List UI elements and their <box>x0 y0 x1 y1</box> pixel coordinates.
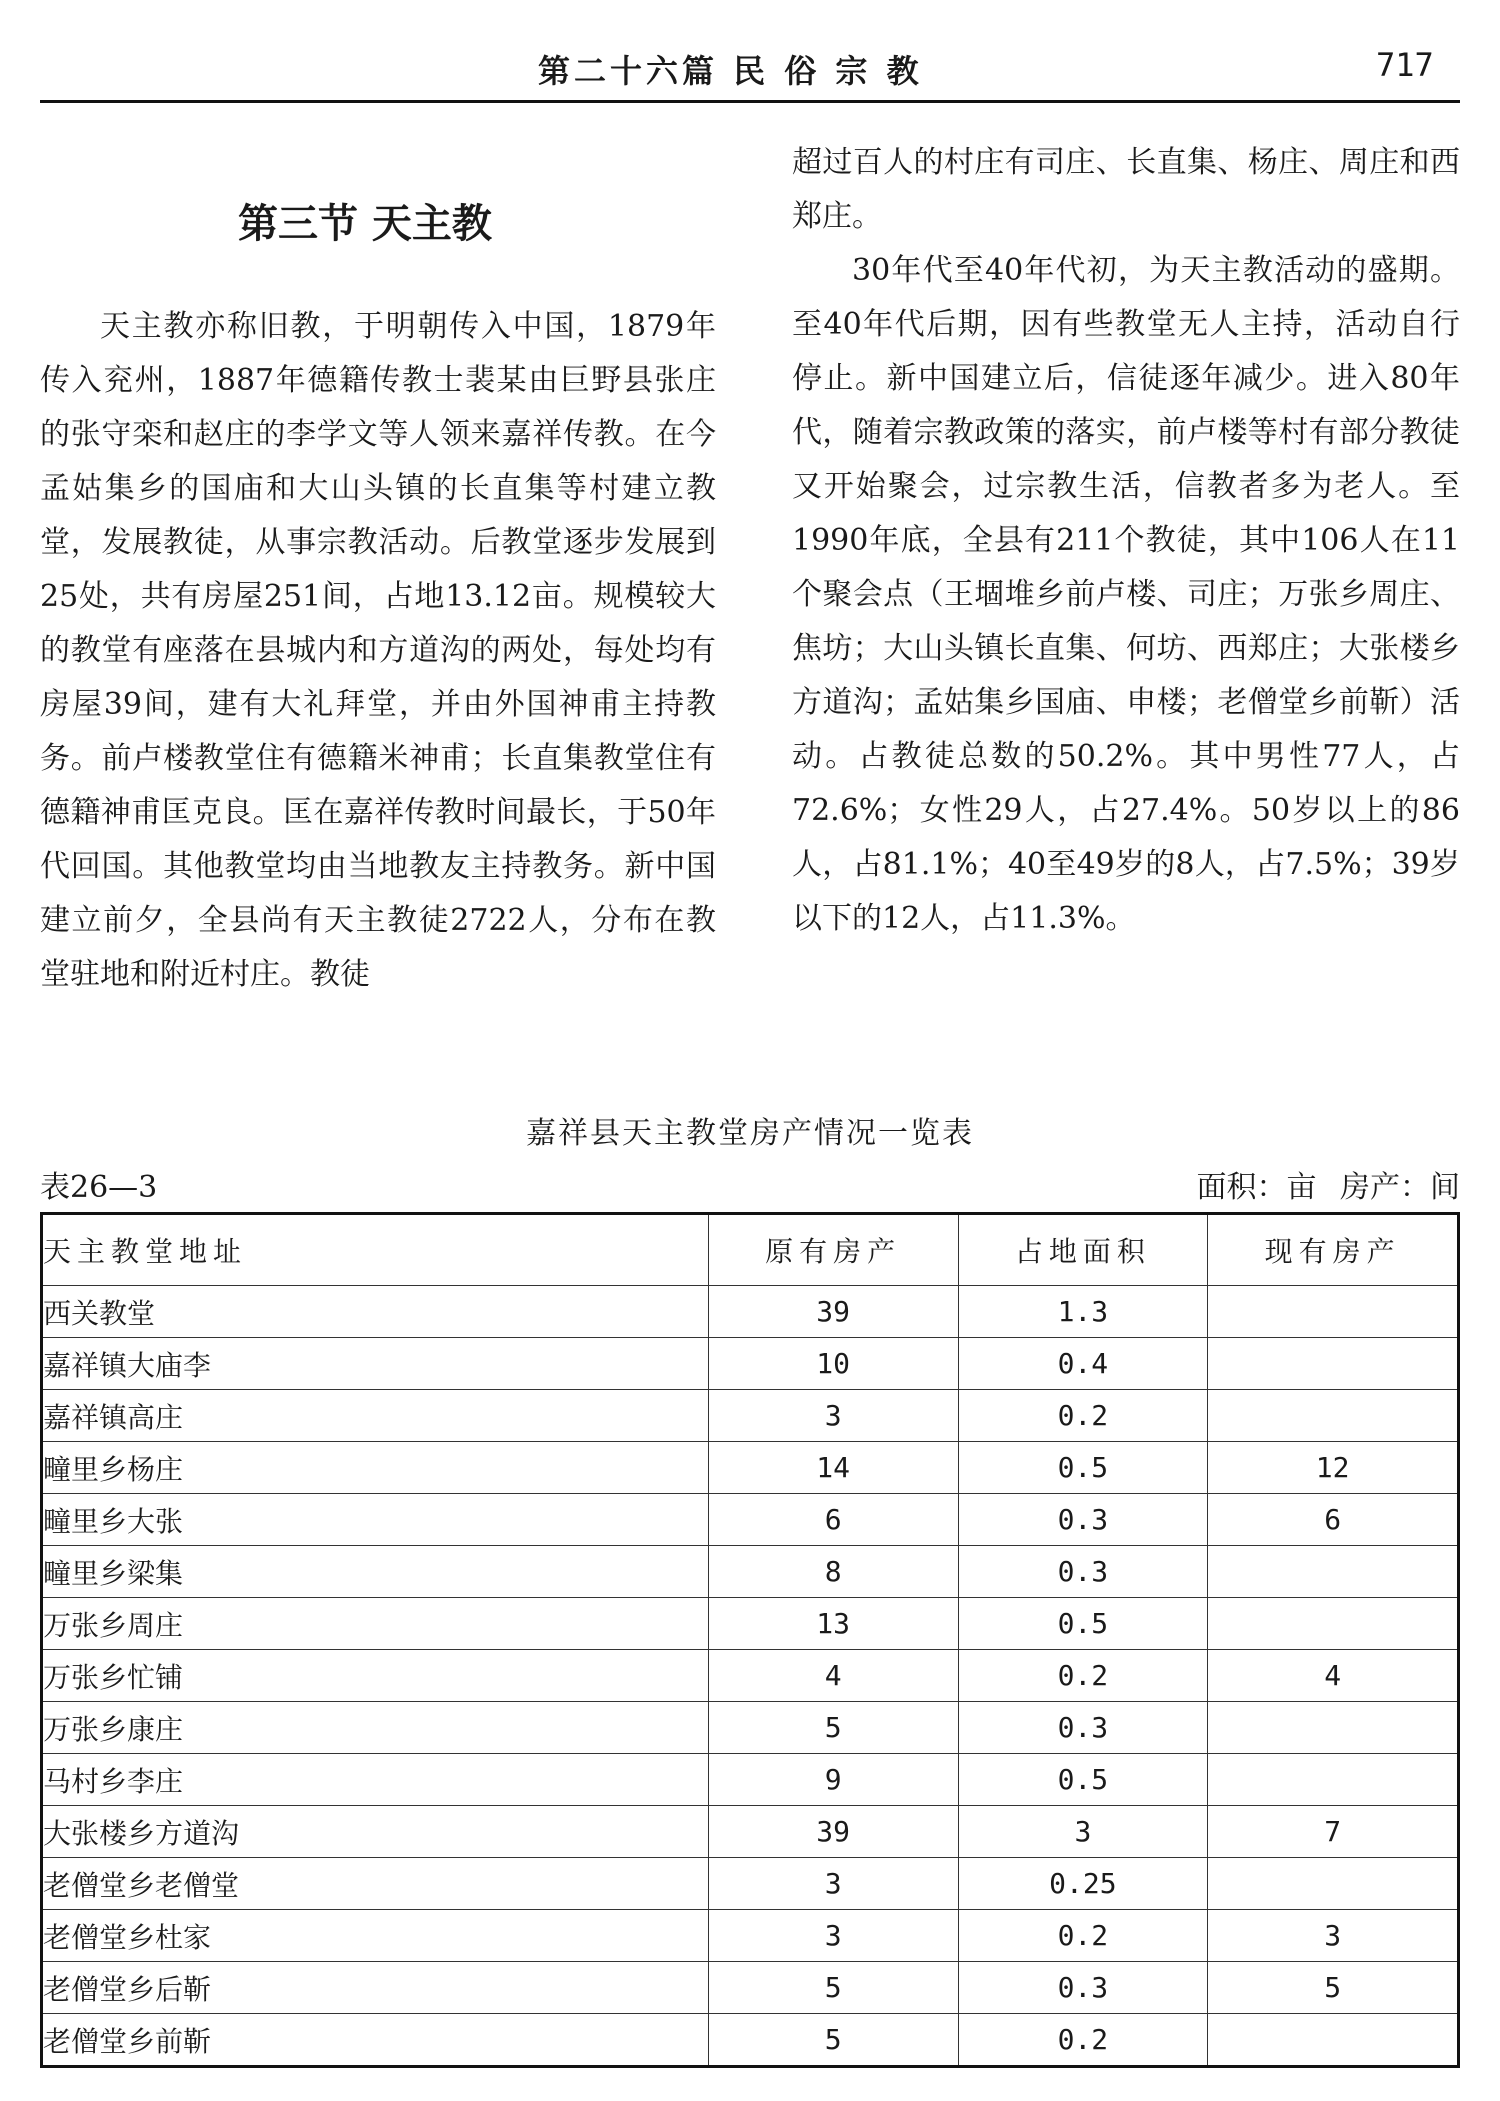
table-row <box>42 1858 1459 1910</box>
table-row <box>42 1962 1459 2014</box>
cell-current-property <box>1208 1546 1459 1598</box>
header-land-area: 占地面积 <box>958 1214 1208 1286</box>
cell-current-property: 5 <box>1208 1962 1459 2014</box>
table-body <box>42 1286 1459 2067</box>
cell-address: 西关教堂 <box>42 1286 709 1338</box>
table-row <box>42 1806 1459 1858</box>
cell-land-area: 0.2 <box>958 1390 1208 1442</box>
cell-current-property <box>1208 1598 1459 1650</box>
cell-original-property: 8 <box>708 1546 958 1598</box>
paragraph-activity: 30年代至40年代初，为天主教活动的盛期。至40年代后期，因有些教堂无人主持，活动自行停止。新中国建立后，信徒逐年减少。进入80年代，随着宗教政策的落实，前卢楼等村有部分教徒又开始聚会，过宗教生活，信教者多为老人。至1990年底，全县有211个教徒，其中106人在11个聚会点（王堌堆乡前卢楼、司庄；万张乡周庄、焦坊；大山头镇长直集、何坊、西郑庄；大张楼乡方道沟；孟姑集乡国庙、申楼；老僧堂乡前靳）活动。占教徒总数的50.2%。其中男性77人，占72.6%；女性29人，占27.4%。50岁以上的86人，占81.1%；40至49岁的8人，占7.5%；39岁以下的12人，占11.3%。 <box>792 253 1460 936</box>
section-title: 第三节 天主教 <box>238 201 492 247</box>
cell-land-area: 0.2 <box>958 1650 1208 1702</box>
cell-address: 疃里乡杨庄 <box>42 1442 709 1494</box>
cell-land-area: 0.3 <box>958 1546 1208 1598</box>
paragraph-continuation: 超过百人的村庄有司庄、长直集、杨庄、周庄和西郑庄。 <box>792 145 1460 234</box>
cell-address: 老僧堂乡前靳 <box>42 2014 709 2067</box>
cell-address: 疃里乡大张 <box>42 1494 709 1546</box>
cell-original-property: 9 <box>708 1754 958 1806</box>
header-original-property: 原有房产 <box>708 1214 958 1286</box>
page-number: 717 <box>1376 46 1434 84</box>
table-row <box>42 1338 1459 1390</box>
cell-land-area: 3 <box>958 1806 1208 1858</box>
table-title: 嘉祥县天主教堂房产情况一览表 <box>526 1116 974 1151</box>
cell-land-area: 0.3 <box>958 1702 1208 1754</box>
paragraph-history: 天主教亦称旧教，于明朝传入中国，1879年传入兖州，1887年德籍传教士裴某由巨野县张庄的张守栾和赵庄的李学文等人领来嘉祥传教。在今孟姑集乡的国庙和大山头镇的长直集等村建立教堂，发展教徒，从事宗教活动。后教堂逐步发展到25处，共有房屋251间，占地13.12亩。规模较大的教堂有座落在县城内和方道沟的两处，每处均有房屋39间，建有大礼拜堂，并由外国神甫主持教务。前卢楼教堂住有德籍米神甫；长直集教堂住有德籍神甫匡克良。匡在嘉祥传教时间最长，于50年代回国。其他教堂均由当地教友主持教务。新中国建立前夕，全县尚有天主教徒2722人，分布在教堂驻地和附近村庄。教徒 <box>40 309 716 992</box>
cell-original-property: 14 <box>708 1442 958 1494</box>
cell-original-property: 39 <box>708 1286 958 1338</box>
cell-address: 老僧堂乡杜家 <box>42 1910 709 1962</box>
cell-current-property: 6 <box>1208 1494 1459 1546</box>
cell-land-area: 0.5 <box>958 1754 1208 1806</box>
cell-current-property <box>1208 1390 1459 1442</box>
cell-original-property: 3 <box>708 1910 958 1962</box>
cell-original-property: 10 <box>708 1338 958 1390</box>
table-units: 面积：亩 房产：间 <box>1196 1170 1460 1205</box>
cell-land-area: 0.4 <box>958 1338 1208 1390</box>
cell-land-area: 0.3 <box>958 1962 1208 2014</box>
cell-original-property: 6 <box>708 1494 958 1546</box>
header-current-property: 现有房产 <box>1208 1214 1459 1286</box>
cell-current-property: 4 <box>1208 1650 1459 1702</box>
cell-current-property <box>1208 1754 1459 1806</box>
header-address: 天主教堂地址 <box>42 1214 709 1286</box>
cell-original-property: 4 <box>708 1650 958 1702</box>
table-row <box>42 1754 1459 1806</box>
cell-current-property <box>1208 1858 1459 1910</box>
cell-address: 嘉祥镇高庄 <box>42 1390 709 1442</box>
cell-address: 疃里乡梁集 <box>42 1546 709 1598</box>
table-header-row <box>42 1214 1459 1286</box>
table-row <box>42 2014 1459 2067</box>
cell-original-property: 5 <box>708 1702 958 1754</box>
table-row <box>42 1494 1459 1546</box>
cell-land-area: 0.5 <box>958 1442 1208 1494</box>
table-number: 表26—3 <box>40 1170 158 1205</box>
cell-original-property: 3 <box>708 1858 958 1910</box>
cell-current-property <box>1208 2014 1459 2067</box>
cell-current-property: 3 <box>1208 1910 1459 1962</box>
table-row <box>42 1546 1459 1598</box>
cell-address: 大张楼乡方道沟 <box>42 1806 709 1858</box>
table-row <box>42 1598 1459 1650</box>
cell-current-property: 12 <box>1208 1442 1459 1494</box>
cell-land-area: 1.3 <box>958 1286 1208 1338</box>
cell-land-area: 0.2 <box>958 2014 1208 2067</box>
table-row <box>42 1910 1459 1962</box>
cell-land-area: 0.25 <box>958 1858 1208 1910</box>
cell-current-property <box>1208 1702 1459 1754</box>
table-row <box>42 1702 1459 1754</box>
cell-address: 马村乡李庄 <box>42 1754 709 1806</box>
cell-address: 万张乡忙铺 <box>42 1650 709 1702</box>
cell-original-property: 13 <box>708 1598 958 1650</box>
table-row <box>42 1442 1459 1494</box>
cell-original-property: 5 <box>708 1962 958 2014</box>
cell-original-property: 39 <box>708 1806 958 1858</box>
cell-address: 老僧堂乡后靳 <box>42 1962 709 2014</box>
header-title: 第二十六篇 民 俗 宗 教 <box>538 52 923 90</box>
cell-current-property: 7 <box>1208 1806 1459 1858</box>
table-row <box>42 1286 1459 1338</box>
right-column <box>792 136 1460 946</box>
cell-address: 万张乡康庄 <box>42 1702 709 1754</box>
cell-address: 嘉祥镇大庙李 <box>42 1338 709 1390</box>
cell-address: 老僧堂乡老僧堂 <box>42 1858 709 1910</box>
table-row <box>42 1390 1459 1442</box>
left-column <box>40 300 716 1002</box>
cell-land-area: 0.2 <box>958 1910 1208 1962</box>
cell-original-property: 3 <box>708 1390 958 1442</box>
table-row <box>42 1650 1459 1702</box>
cell-current-property <box>1208 1338 1459 1390</box>
header-divider <box>40 100 1460 103</box>
cell-land-area: 0.5 <box>958 1598 1208 1650</box>
church-property-table <box>40 1212 1460 2068</box>
cell-current-property <box>1208 1286 1459 1338</box>
cell-original-property: 5 <box>708 2014 958 2067</box>
cell-land-area: 0.3 <box>958 1494 1208 1546</box>
cell-address: 万张乡周庄 <box>42 1598 709 1650</box>
